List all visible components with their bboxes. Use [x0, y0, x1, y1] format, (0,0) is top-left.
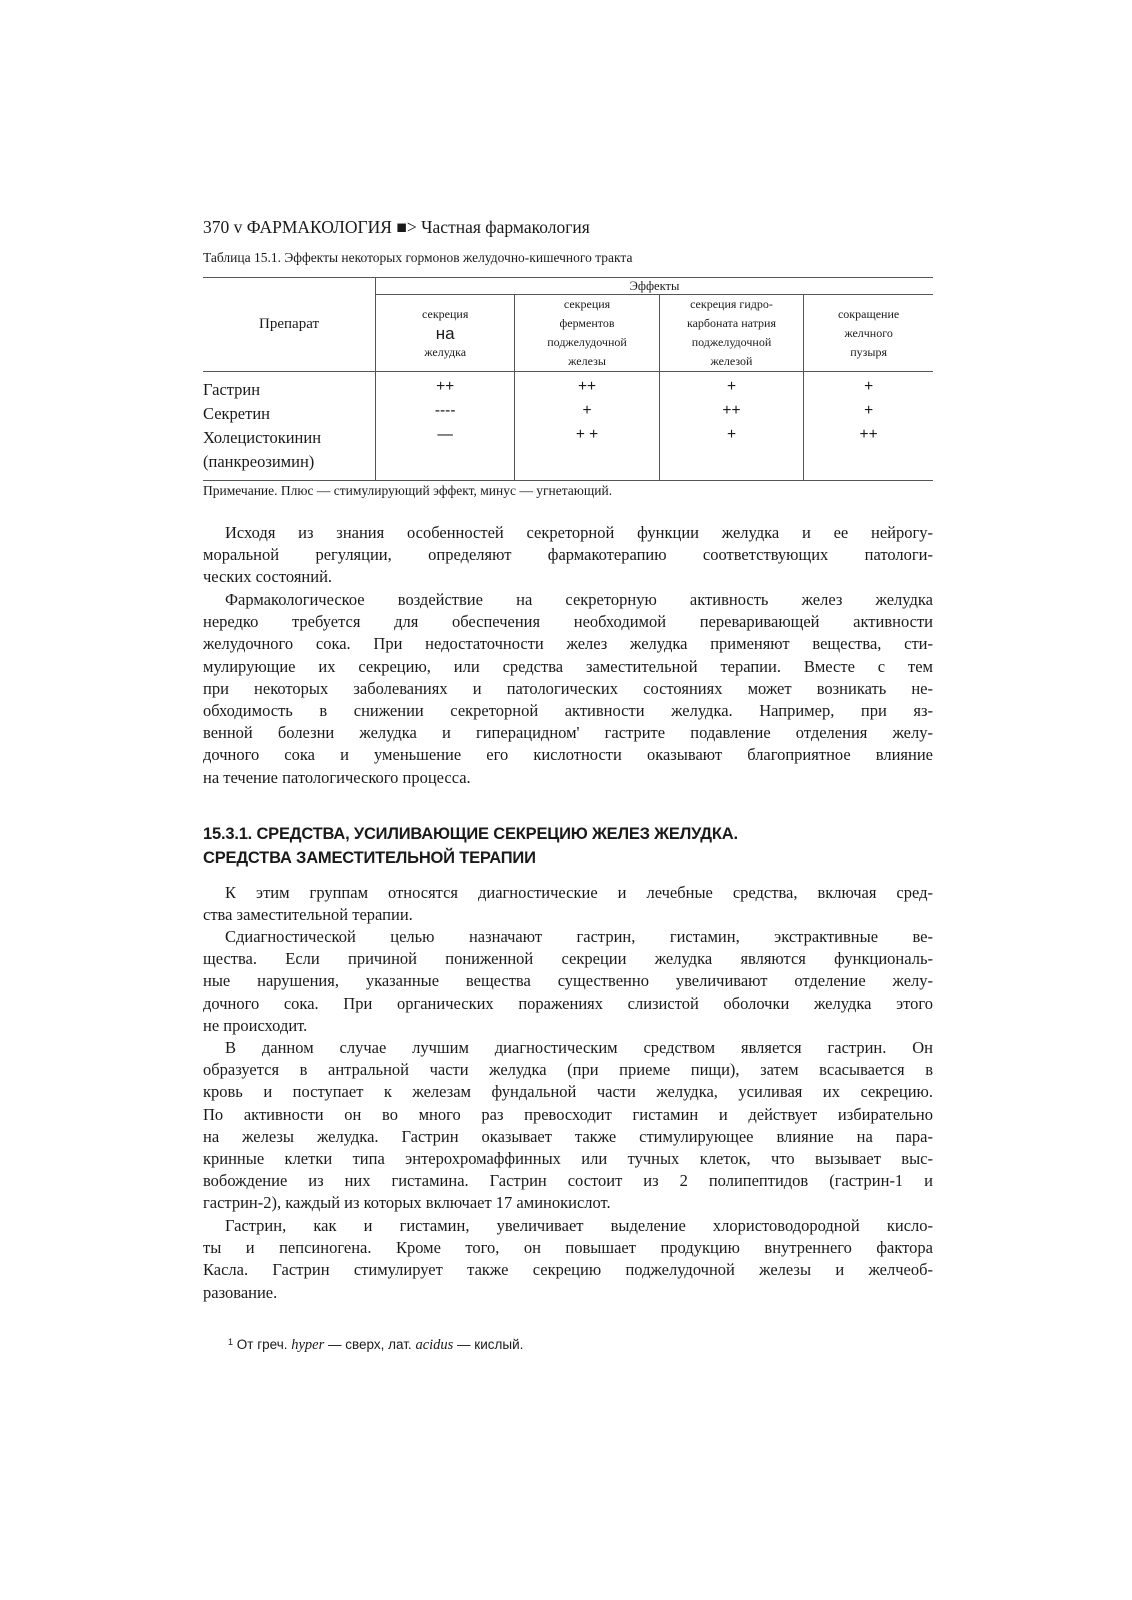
paragraph: Фармакологическое воздействие на секреторную активность желез желудка нередко требуется для обеспечения необходимой переваривающей активности желудочного сока. При недостаточности желез желудка применяют вещества, сти- мулирующие их секрецию, или средства заместительной терапии. Вместе с тем при некоторых заболеваниях и патологических состояниях может возникать не- обходимость в снижении секреторной активности желудка. Например, при яз- венной болезни желудка и гиперацидном' гастрите подавление отделения желу- дочного сока и уменьшение его кислотности оказывают благоприятное влияние на течение патологического процесса.: [203, 590, 933, 787]
effect-value: +: [659, 426, 803, 481]
effect-value: +: [659, 372, 803, 403]
paragraph: Сдиагностической целью назначают гастрин, гистамин, экстрактивные ве- щества. Если причиной пониженной секреции желудка являются функциональ- ные нарушения, указанные вещества существенно увеличивают отделение желу- дочного сока. При органических поражениях слизистой оболочки желудка этого не происходит.: [203, 927, 933, 1035]
effect-value: ++: [659, 402, 803, 426]
footnote: $^1$ От греч. hyper — сверх, лат. acidus — кислый.: [228, 1337, 524, 1353]
drug-name: Холецистокинин (панкреозимин): [203, 426, 376, 481]
effect-value: +: [515, 402, 659, 426]
effect-value: +: [864, 378, 874, 395]
paragraph: Гастрин, как и гистамин, увеличивает выделение хлористоводородной кисло- ты и пепсиногена. Кроме того, он повышает продукцию внутреннего фактора Касла. Гастрин стимулирует также секрецию поджелудочной железы и желчеоб- разование.: [203, 1216, 933, 1302]
effects-group-header: Эффекты: [376, 278, 933, 295]
column-header-gallbladder: сокращение желчного пузыря: [804, 295, 933, 372]
paragraph: В данном случае лучшим диагностическим средством является гастрин. Он образуется в антральной части желудка (при приеме пищи), затем всасывается в кровь и поступает к железам фундальной части желудка, усиливая их секрецию. По активности он во много раз превосходит гистамин и действует избирательно на железы желудка. Гастрин оказывает также стимулирующее влияние на пара- кринные клетки типа энтерохромаффинных или тучных клеток, что вызывает выс- вобождение из них гистамина. Гастрин состоит из 2 полипептидов (гастрин-1 и гастрин-2), каждый из которых включает 17 аминокислот.: [203, 1038, 933, 1213]
column-header-gastric-secretion: секреция на желудка: [376, 295, 515, 372]
effect-value: —: [376, 426, 515, 481]
section-heading: 15.3.1. СРЕДСТВА, УСИЛИВАЮЩИЕ СЕКРЕЦИЮ ЖЕЛЕЗ ЖЕЛУДКА. СРЕДСТВА ЗАМЕСТИТЕЛЬНОЙ ТЕРАПИИ: [203, 825, 738, 867]
paragraph: К этим группам относятся диагностические и лечебные средства, включая сред- ства заместительной терапии.: [203, 883, 933, 925]
effect-value: + +: [515, 426, 659, 481]
drug-name: Секретин: [203, 402, 376, 426]
paragraph: Исходя из знания особенностей секреторной функции желудка и ее нейрогу- моральной регуляции, определяют фармакотерапию соответствующих патологи- ческих состояний.: [203, 523, 933, 587]
table-row: [203, 402, 933, 426]
effect-value: ++: [515, 372, 659, 403]
effect-value: ++: [804, 426, 933, 481]
table-note: Примечание. Плюс — стимулирующий эффект, минус — угнетающий.: [203, 483, 613, 498]
effect-value: ----: [376, 402, 515, 426]
column-header-bicarbonate: секреция гидро- карбоната натрия поджелудочной железой: [659, 295, 803, 372]
drug-name: Гастрин: [203, 372, 376, 403]
effects-table: [203, 277, 933, 481]
effect-value: +: [864, 402, 874, 419]
drug-column-header: Препарат: [203, 278, 376, 372]
table-row: [203, 426, 933, 481]
effect-value: ++: [376, 372, 515, 403]
table-row: [203, 372, 933, 403]
table-caption: Таблица 15.1. Эффекты некоторых гормонов желудочно-кишечного тракта: [203, 250, 633, 265]
running-head: 370 v ФАРМАКОЛОГИЯ ■> Частная фармакология: [203, 217, 590, 237]
column-header-pancreatic-enzymes: секреция ферментов поджелудочной железы: [515, 295, 659, 372]
